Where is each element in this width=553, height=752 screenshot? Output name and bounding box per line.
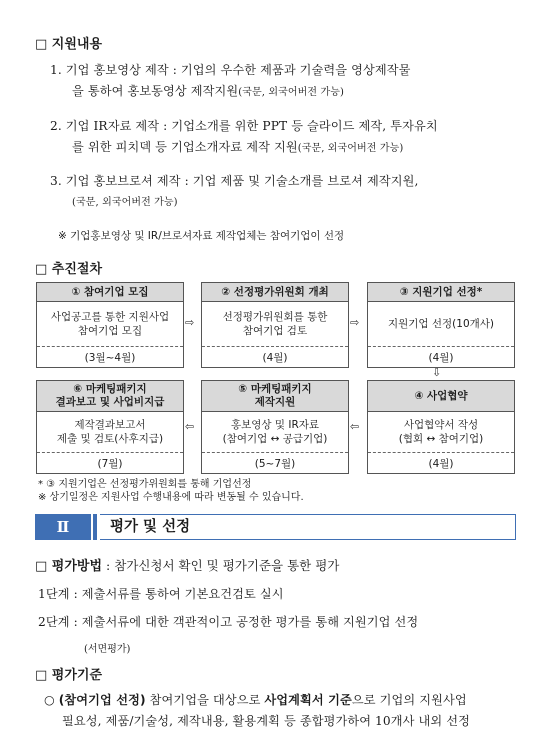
- process-note-1: * ③ 지원기업은 선정평가위원회를 통해 기업선정: [38, 479, 252, 490]
- support-item-1-line2: 을 통하여 홍보동영상 제작지원: [72, 84, 239, 98]
- arrow-right-icon: ⇨: [185, 316, 195, 329]
- arrow-down-icon: ⇩: [432, 366, 442, 379]
- step-6-body: 제작결과보고서 제출 및 검토(사후지급): [37, 412, 183, 453]
- process-step-5: [201, 380, 349, 474]
- criteria-item: [44, 690, 524, 732]
- step-6-period: (7월): [97, 457, 123, 470]
- section-divider: [93, 514, 97, 540]
- section-number-block: [35, 514, 91, 540]
- support-item-2-line1: 2. 기업 IR자료 제작 : 기업소개를 위한 PPT 등 슬라이드 제작, 투자유치: [50, 119, 438, 133]
- support-item-1-line1: 1. 기업 홍보영상 제작 : 기업의 우수한 제품과 기술력을 영상제작물: [50, 63, 411, 77]
- process-step-2: [201, 282, 349, 368]
- step-2-title: ② 선정평가위원회 개최: [202, 283, 348, 302]
- criteria-text-2: 으로 기업의 지원사업: [351, 693, 467, 707]
- step-2-period: (4월): [262, 351, 288, 364]
- bullet-circle-icon: ○: [44, 693, 55, 707]
- criteria-bold-1: (참여기업 선정): [58, 693, 146, 707]
- support-item-2: [50, 116, 530, 159]
- arrow-right-icon: ⇨: [350, 316, 360, 329]
- arrow-left-icon: ⇦: [350, 420, 360, 433]
- section-number: Ⅱ: [56, 518, 70, 536]
- step-1-body: 사업공고를 통한 지원사업 참여기업 모집: [37, 302, 183, 347]
- support-item-2-note: (국문, 외국어버전 가능): [297, 143, 404, 154]
- support-item-2-line2: 를 위한 피치덱 등 기업소개자료 제작 지원: [72, 140, 298, 154]
- arrow-left-icon: ⇦: [185, 420, 195, 433]
- support-item-3-line1: 3. 기업 홍보브로셔 제작 : 기업 제품 및 기술소개를 브로셔 제작지원,: [50, 174, 419, 188]
- support-item-3-note: (국문, 외국어버전 가능): [72, 197, 178, 208]
- step-4-body: 사업협약서 작성 (협회 ↔ 참여기업): [368, 412, 514, 453]
- support-item-1-note: (국문, 외국어버전 가능): [238, 87, 344, 98]
- process-step-6: [36, 380, 184, 474]
- section-title-box: [100, 514, 516, 540]
- method-step-2: 2단계 : 제출서류에 대한 객관적이고 공정한 평가를 통해 지원기업 선정: [38, 615, 419, 629]
- process-step-1: [36, 282, 184, 368]
- method-step-1: 1단계 : 제출서류를 통하여 기본요건검토 실시: [38, 587, 284, 601]
- process-heading: □ 추진절차: [35, 262, 103, 277]
- step-2-body: 선정평가위원회를 통한 참여기업 검토: [202, 302, 348, 347]
- method-text: : 참가신청서 확인 및 평가기준을 통한 평가: [102, 558, 340, 573]
- method-step-2-note: (서면평가): [84, 644, 131, 655]
- step-3-period: (4월): [428, 351, 454, 364]
- step-5-title: ⑤ 마케팅패키지 제작지원: [202, 381, 348, 412]
- step-6-title: ⑥ 마케팅패키지 결과보고 및 사업비지급: [37, 381, 183, 412]
- criteria-bold-2: 사업계획서 기준: [264, 693, 352, 707]
- process-note-2: ※ 상기일정은 지원사업 수행내용에 따라 변동될 수 있습니다.: [38, 492, 304, 503]
- step-5-period: (5~7월): [254, 457, 296, 470]
- method-heading: □ 평가방법: [35, 559, 103, 574]
- section-title: 평가 및 선정: [110, 519, 191, 535]
- process-step-4: [367, 380, 515, 474]
- support-item-3: [50, 171, 530, 213]
- step-4-title: ④ 사업협약: [368, 381, 514, 412]
- support-footnote: ※ 기업홍보영상 및 IR/브로셔자료 제작업체는 참여기업이 선정: [58, 230, 345, 242]
- process-step-3: [367, 282, 515, 368]
- support-item-1: [50, 60, 530, 103]
- criteria-heading: □ 평가기준: [35, 668, 103, 683]
- criteria-text-1: 참여기업을 대상으로: [145, 693, 265, 707]
- step-4-period: (4월): [428, 457, 454, 470]
- step-3-body: 지원기업 선정(10개사): [368, 302, 514, 347]
- step-1-period: (3월~4월): [84, 351, 136, 364]
- support-heading: □ 지원내용: [35, 37, 103, 52]
- step-1-title: ① 참여기업 모집: [37, 283, 183, 302]
- method-line: [35, 555, 339, 574]
- criteria-line-2: 필요성, 제품/기술성, 제작내용, 활용계획 등 종합평가하여 10개사 내외 선정: [62, 714, 470, 728]
- step-5-body: 홍보영상 및 IR자료 (참여기업 ↔ 공급기업): [202, 412, 348, 453]
- step-3-title: ③ 지원기업 선정*: [368, 283, 514, 302]
